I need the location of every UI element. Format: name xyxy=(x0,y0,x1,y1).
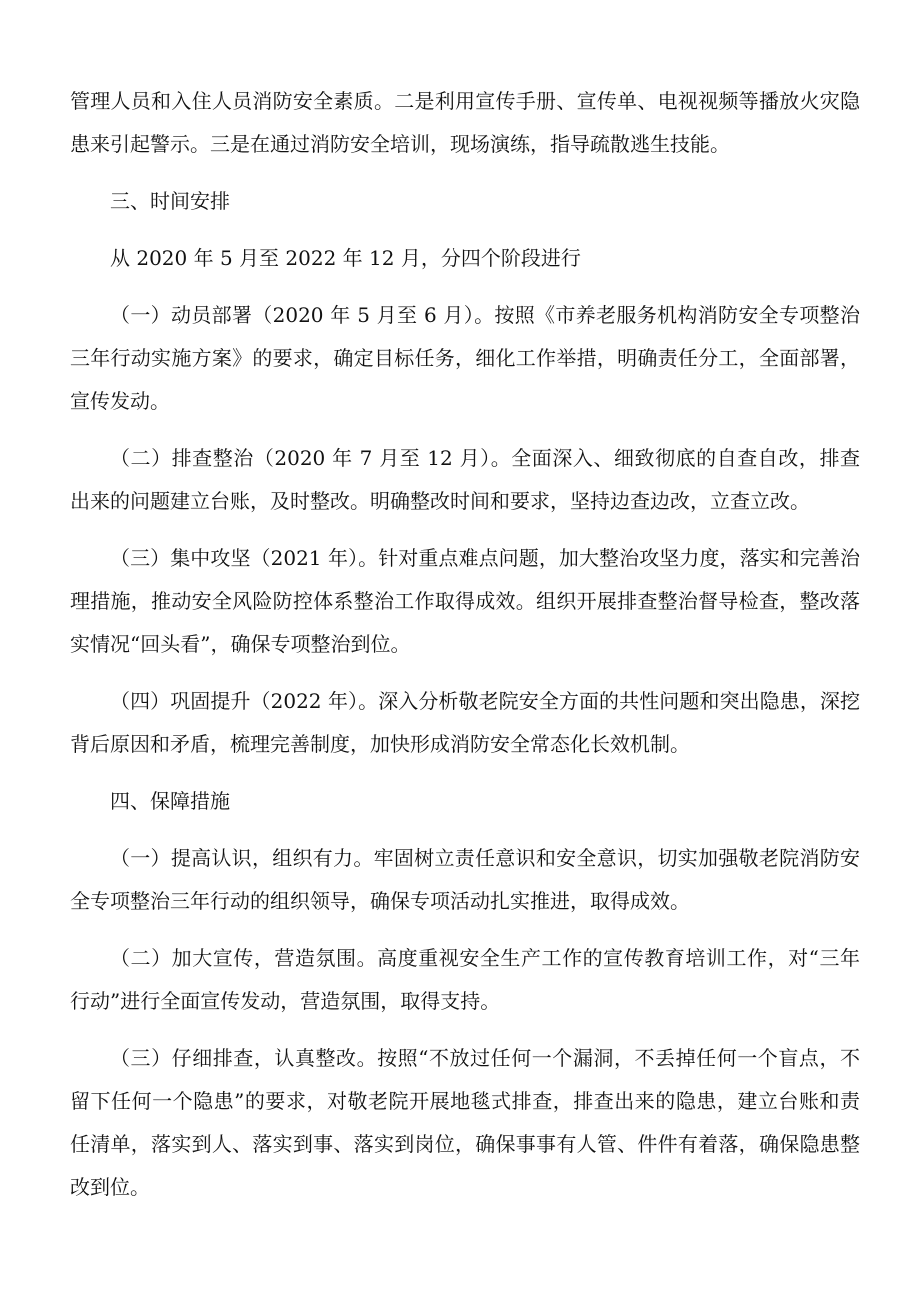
paragraph-stage-2: （二）排查整治（2020 年 7 月至 12 月）。全面深入、细致彻底的自查自改，排查出来的问题建立台账，及时整改。明确整改时间和要求，坚持边查边改，立查立改。 xyxy=(70,446,860,513)
section-heading-schedule: 三、时间安排 xyxy=(110,189,230,213)
paragraph-stage-3: （三）集中攻坚（2021 年）。针对重点难点问题，加大整治攻坚力度，落实和完善治理措施，推动安全风险防控体系整治工作取得成效。组织开展排查整治督导检查，整改落实情况“回头看”，确保专项整治到位。 xyxy=(70,546,860,656)
paragraph-measure-2: （二）加大宣传，营造氛围。高度重视安全生产工作的宣传教育培训工作，对“三年行动”进行全面宣传发动，营造氛围，取得支持。 xyxy=(70,946,860,1013)
paragraph-stage-1: （一）动员部署（2020 年 5 月至 6 月）。按照《市养老服务机构消防安全专项整治三年行动实施方案》的要求，确定目标任务，细化工作举措，明确责任分工，全面部署，宣传发动。 xyxy=(70,303,860,413)
paragraph-schedule-overview: 从 2020 年 5 月至 2022 年 12 月，分四个阶段进行 xyxy=(110,246,581,270)
section-heading-measures: 四、保障措施 xyxy=(110,789,230,813)
paragraph-measure-1: （一）提高认识，组织有力。牢固树立责任意识和安全意识，切实加强敬老院消防安全专项整治三年行动的组织领导，确保专项活动扎实推进，取得成效。 xyxy=(70,846,860,913)
paragraph-measure-3: （三）仔细排查，认真整改。按照“不放过任何一个漏洞，不丢掉任何一个盲点，不留下任何一个隐患”的要求，对敬老院开展地毯式排查，排查出来的隐患，建立台账和责任清单，落实到人、落实到事、落实到岗位，确保事事有人管、件件有着落，确保隐患整改到位。 xyxy=(70,1046,860,1199)
paragraph-continuation: 管理人员和入住人员消防安全素质。二是利用宣传手册、宣传单、电视视频等播放火灾隐患来引起警示。三是在通过消防安全培训，现场演练，指导疏散逃生技能。 xyxy=(70,89,860,156)
paragraph-stage-4: （四）巩固提升（2022 年）。深入分析敬老院安全方面的共性问题和突出隐患，深挖背后原因和矛盾，梳理完善制度，加快形成消防安全常态化长效机制。 xyxy=(70,689,860,756)
document-page xyxy=(70,80,860,1223)
